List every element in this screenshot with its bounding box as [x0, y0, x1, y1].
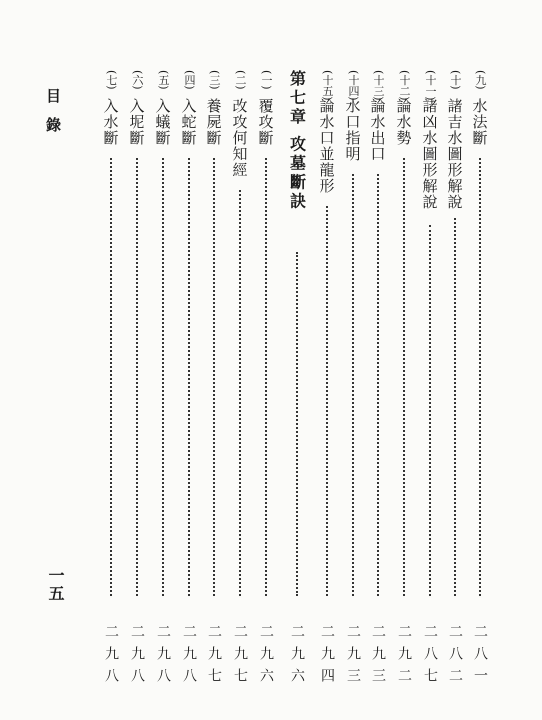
toc-entry-1: [256, 70, 276, 690]
entry-marker: (十四): [347, 70, 360, 101]
dot-leader: [377, 174, 379, 596]
entry-title: 諸吉水圖形解說: [445, 98, 464, 210]
dot-leader: [265, 158, 267, 596]
entry-marker: (五): [157, 70, 170, 90]
side-title: 目錄: [44, 88, 62, 146]
entry-marker: (七): [105, 70, 118, 90]
entry-marker: (三): [208, 70, 221, 90]
chapter-page: 二九六: [289, 624, 305, 690]
entry-title: 水口指明: [343, 98, 362, 162]
entry-page: 二九二: [396, 624, 412, 690]
entry-marker: (十三): [372, 70, 385, 101]
entry-page: 二九七: [206, 624, 222, 690]
dot-leader: [110, 158, 112, 596]
entry-marker: (九): [474, 70, 487, 90]
toc-entry-4: [179, 70, 199, 690]
entry-page: 二九三: [370, 624, 386, 690]
entry-marker: (十五): [321, 70, 334, 101]
entry-page: 二九八: [181, 624, 197, 690]
entry-title: 論水出口: [368, 98, 387, 162]
entry-page: 二九八: [129, 624, 145, 690]
toc-entry-3: [204, 70, 224, 690]
entry-marker: (四): [183, 70, 196, 90]
entry-title: 養屍斷: [204, 98, 223, 146]
entry-title: 入坭斷: [127, 98, 146, 146]
dot-leader: [429, 225, 431, 596]
toc-entry-13: [368, 70, 388, 690]
toc-entry-10: [445, 70, 465, 690]
dot-leader: [326, 206, 328, 596]
dot-leader: [479, 158, 481, 596]
entry-marker: (十): [449, 70, 462, 90]
entry-title: 覆攻斷: [256, 98, 275, 146]
chapter-7-heading: [287, 70, 307, 690]
toc-entry-12: [394, 70, 414, 690]
dot-leader: [296, 252, 298, 596]
entry-title: 水法斷: [470, 98, 489, 146]
entry-marker: (十二): [398, 70, 411, 101]
dot-leader: [454, 218, 456, 596]
toc-entry-15: [317, 70, 337, 690]
entry-page: 二九四: [319, 624, 335, 690]
entry-marker: (一): [260, 70, 273, 90]
toc-entry-5: [153, 70, 173, 690]
chapter-title: 第七章 攻墓斷訣: [287, 70, 307, 212]
entry-marker: (十一): [424, 70, 437, 101]
dot-leader: [188, 158, 190, 596]
entry-page: 二九三: [345, 624, 361, 690]
toc-entry-14: [343, 70, 363, 690]
entry-title: 論水口並龍形: [317, 98, 336, 194]
dot-leader: [352, 174, 354, 596]
entry-title: 論水勢: [394, 98, 413, 146]
entry-page: 二八一: [472, 624, 488, 690]
page-number: 一五: [46, 567, 65, 603]
entry-page: 二九八: [155, 624, 171, 690]
entry-title: 改攻何知經: [230, 98, 249, 178]
dot-leader: [213, 158, 215, 596]
toc-entry-7: [101, 70, 121, 690]
entry-page: 二八二: [447, 624, 463, 690]
entry-page: 二九八: [103, 624, 119, 690]
entry-marker: (六): [131, 70, 144, 90]
entry-page: 二八七: [422, 624, 438, 690]
entry-title: 入蛇斷: [179, 98, 198, 146]
entry-title: 諸凶水圖形解說: [420, 98, 439, 210]
entry-page: 二九六: [258, 624, 274, 690]
dot-leader: [162, 158, 164, 596]
entry-marker: (二): [234, 70, 247, 90]
toc-entry-6: [127, 70, 147, 690]
toc-entry-2: [230, 70, 250, 690]
entry-title: 入水斷: [101, 98, 120, 146]
dot-leader: [136, 158, 138, 596]
dot-leader: [403, 158, 405, 596]
entry-title: 入蟻斷: [153, 98, 172, 146]
toc-entry-11: [420, 70, 440, 690]
entry-page: 二九七: [232, 624, 248, 690]
dot-leader: [239, 190, 241, 596]
toc-entry-9: [470, 70, 490, 690]
